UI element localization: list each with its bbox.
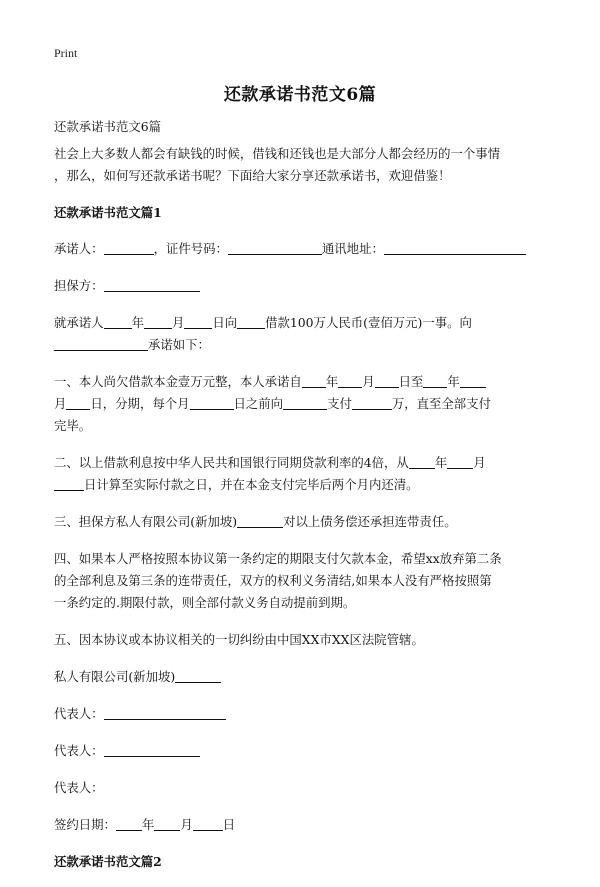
text: 支付 — [327, 396, 352, 411]
text: 年 — [447, 374, 460, 389]
blank-line — [352, 395, 392, 410]
clause-line — [54, 474, 550, 496]
clause-2 — [54, 452, 550, 496]
text: 借款100万人民币(壹佰万元)一事。向 — [265, 315, 472, 330]
blank-line — [104, 240, 154, 255]
blank-line — [66, 395, 90, 410]
clause-4 — [54, 548, 550, 614]
loan-paragraph — [54, 312, 550, 356]
blank-line — [116, 816, 142, 831]
clause-line — [54, 371, 550, 393]
loan-line — [54, 334, 550, 356]
blank-line — [175, 668, 221, 683]
text: 年 — [325, 374, 339, 389]
promisor-line — [54, 238, 550, 260]
intro-subtitle: 还款承诺书范文6篇 — [54, 119, 162, 134]
text: 三、担保方私人有限公司(新加坡) — [54, 514, 238, 529]
blank-line — [104, 314, 132, 329]
text: 二、以上借款利息按中华人民共和国银行同期贷款利率的4倍，从 — [54, 455, 409, 470]
blank-line — [104, 277, 200, 292]
blank-line — [460, 373, 486, 388]
text: 日计算至实际付款之日，并在本金支付完毕后两个月内还清。 — [84, 477, 419, 492]
section-heading: 还款承诺书范文篇2 — [54, 854, 162, 869]
clause-5: 五、因本协议或本协议相关的一切纠纷由中国XX市XX区法院管辖。 — [54, 632, 424, 647]
sign-date-label: 签约日期： — [54, 817, 116, 832]
blank-line — [193, 816, 223, 831]
clause-3 — [54, 511, 550, 533]
blank-line — [54, 336, 148, 351]
guarantor-line — [54, 275, 550, 297]
intro-paragraph — [54, 143, 550, 187]
text: 日至 — [398, 374, 424, 389]
text: 月 — [180, 817, 193, 832]
text: 日，分期，每个月 — [90, 396, 190, 411]
blank-line — [104, 742, 200, 757]
loan-line — [54, 312, 550, 334]
blank-line — [423, 373, 447, 388]
text: 月 — [473, 455, 486, 470]
text: 年 — [141, 817, 155, 832]
blank-line — [302, 373, 326, 388]
blank-line — [409, 454, 435, 469]
text: 对以上债务偿还承担连带责任。 — [283, 514, 457, 529]
company-label: 私人有限公司(新加坡) — [54, 669, 176, 684]
sign-date-line — [54, 814, 550, 836]
representative-label: 代表人： — [54, 743, 104, 758]
text: 年 — [131, 315, 144, 330]
blank-line — [338, 373, 362, 388]
intro-line: 社会上大多数人都会有缺钱的时候，借钱和还钱也是大部分人都会经历的一个事情 — [54, 146, 501, 161]
clause-1 — [54, 371, 550, 437]
blank-line — [54, 476, 84, 491]
blank-line — [104, 705, 226, 720]
blank-line — [384, 240, 526, 255]
representative-line — [54, 740, 550, 762]
guarantor-label: 担保方： — [54, 278, 104, 293]
clause-line: 一条约定的.期限付款，则全部付款义务自动提前到期。 — [54, 595, 356, 610]
text: 月 — [171, 315, 185, 330]
clause-line — [54, 393, 550, 415]
text: 承诺如下： — [148, 337, 210, 352]
blank-line — [228, 240, 322, 255]
blank-line — [184, 314, 212, 329]
representative-label: 代表人： — [54, 780, 104, 795]
text: 年 — [434, 455, 448, 470]
id-label: ，证件号码： — [153, 241, 228, 256]
blank-line — [190, 395, 234, 410]
text: 月 — [54, 396, 67, 411]
representative-line — [54, 777, 550, 799]
address-label: 通讯地址： — [321, 241, 384, 256]
company-line — [54, 666, 550, 688]
page-title: 还款承诺书范文6篇 — [223, 85, 377, 105]
representative-line — [54, 703, 550, 725]
text: 就承诺人 — [54, 315, 104, 330]
text: 日向 — [212, 315, 238, 330]
text: 月 — [362, 374, 375, 389]
clause-line: 完毕。 — [54, 418, 92, 433]
blank-line — [154, 816, 180, 831]
text: 一、本人尚欠借款本金壹万元整，本人承诺自 — [54, 374, 302, 389]
section-heading: 还款承诺书范文篇1 — [54, 205, 162, 220]
blank-line — [375, 373, 399, 388]
clause-line: 四、如果本人严格按照本协议第一条约定的期限支付欠款本金，希望xx放弃第二条 — [54, 551, 502, 566]
text: 万，直至全部支付 — [391, 396, 491, 411]
blank-line — [144, 314, 172, 329]
representative-label: 代表人： — [54, 706, 104, 721]
clause-line: 的全部利息及第三条的连带责任，双方的权利义务清结,如果本人没有严格按照第 — [54, 573, 492, 588]
intro-line: ，那么，如何写还款承诺书呢？下面给大家分享还款承诺书，欢迎借鉴！ — [54, 168, 451, 183]
clause-line — [54, 452, 550, 474]
blank-line — [283, 395, 327, 410]
print-label: Print — [54, 46, 78, 60]
text: 日 — [222, 817, 236, 832]
blank-line — [237, 513, 283, 528]
promisor-label: 承诺人： — [54, 241, 104, 256]
document-body — [54, 116, 550, 887]
blank-line — [237, 314, 265, 329]
text: 日之前向 — [233, 396, 284, 411]
blank-line — [447, 454, 473, 469]
